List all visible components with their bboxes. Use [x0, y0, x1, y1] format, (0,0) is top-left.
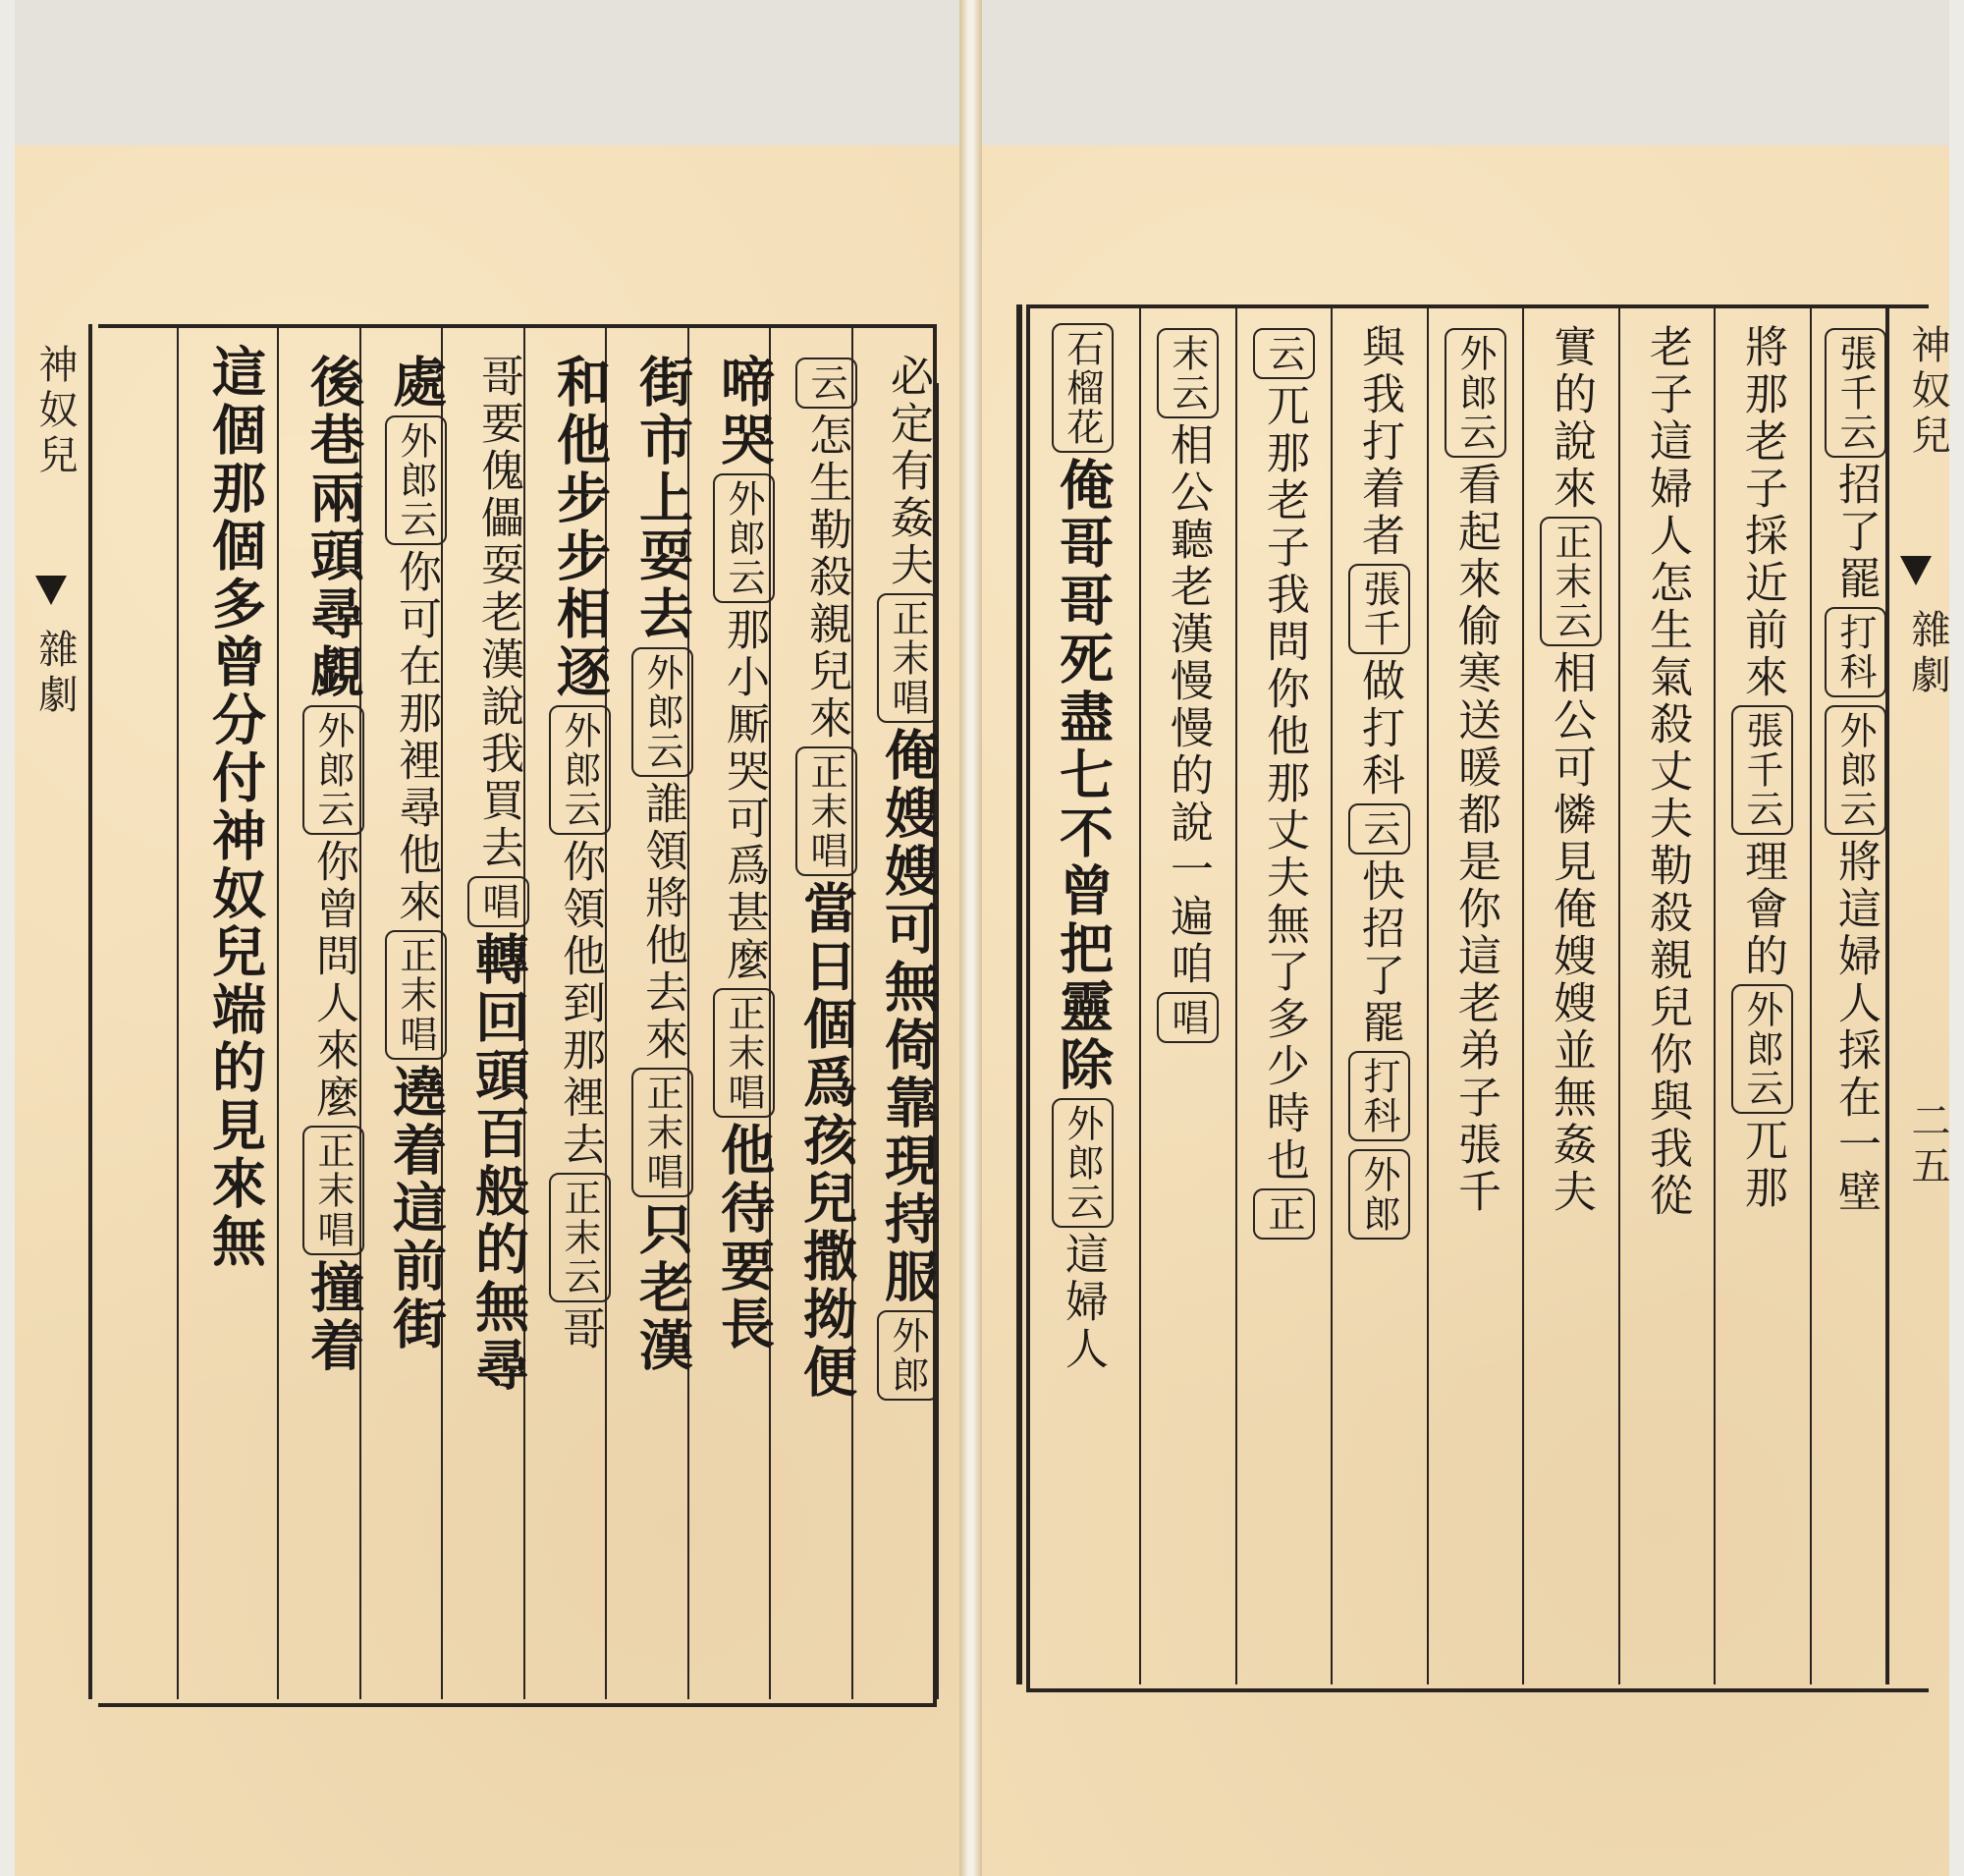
fishtail-mark-icon [35, 570, 67, 615]
stage-direction: 正末云 [549, 1173, 611, 1302]
col-seg-r4 [1546, 324, 1596, 1216]
right-col-3 [1635, 324, 1698, 1220]
dialogue-text: 招了罷 [1830, 462, 1881, 603]
stage-direction: 外郎云 [713, 473, 775, 603]
sung-lyric: 只老漢 [630, 1201, 694, 1375]
col-seg-l2 [794, 354, 858, 1402]
stage-direction: 外郎云 [1052, 1098, 1114, 1228]
stage-direction: 打科 [1348, 1051, 1410, 1141]
stage-direction: 外郎云 [385, 415, 447, 545]
right-page-column-rule [1331, 304, 1333, 1684]
sung-lyric: 當日個爲孩兒撒拗便 [794, 880, 858, 1402]
stage-direction: 外郎 [877, 1310, 939, 1401]
col-seg-r9 [1051, 319, 1115, 1373]
sung-lyric: 俺嫂嫂可無倚靠現持服 [876, 727, 940, 1306]
dialogue-text: 必定有姦夫 [883, 354, 933, 589]
stage-direction: 正末云 [1540, 517, 1602, 646]
left-col-6 [460, 354, 537, 1395]
sung-lyric: 轉回頭百般的無尋 [466, 931, 530, 1395]
stage-direction: 末云 [1157, 328, 1219, 418]
dialogue-text: 你可在那裡尋他來 [391, 549, 441, 926]
right-page-column-rule [1139, 304, 1141, 1684]
dialogue-text: 兀那 [1737, 1118, 1787, 1212]
margin-title-text: 神奴兒 [1905, 324, 1950, 460]
right-margin-category [1900, 609, 1956, 699]
dialogue-text: 這婦人 [1058, 1232, 1108, 1373]
right-col-1 [1824, 324, 1886, 1216]
dialogue-text: 理會的 [1737, 839, 1787, 980]
sung-lyric: 他待要長 [712, 1122, 776, 1353]
stage-direction: 外郎云 [1825, 705, 1886, 835]
dialogue-text: 快招了罷 [1354, 858, 1404, 1047]
col-seg-r5 [1450, 324, 1500, 1216]
left-page-column-rule [177, 324, 179, 1699]
col-seg-r7 [1259, 324, 1309, 1243]
sung-lyric: 遶着這前街 [384, 1064, 448, 1353]
right-col-9 [1044, 319, 1121, 1373]
dialogue-text: 你領他到那裡去 [555, 839, 605, 1169]
col-seg-l7 [384, 354, 448, 1353]
dialogue-text: 將這婦人採在一壁 [1830, 839, 1881, 1216]
top-page-edge-left [15, 0, 959, 145]
stage-direction: 張千云 [1731, 705, 1793, 835]
right-page-column-rule [1714, 304, 1716, 1684]
sung-lyric: 啼哭 [712, 354, 776, 469]
dialogue-text: 老子這婦人怎生氣殺丈夫勒殺親兒你與我從 [1642, 324, 1692, 1220]
right-page-column-rule [1618, 304, 1620, 1684]
dialogue-text: 做打科 [1354, 658, 1404, 800]
sung-lyric: 俺哥哥死盡七不曾把靈除 [1051, 457, 1115, 1094]
right-col-8 [1156, 324, 1219, 1047]
stage-direction: 唱 [1157, 992, 1219, 1043]
left-col-3 [705, 354, 783, 1353]
margin-category-text: 雜劇 [1905, 609, 1950, 699]
book-gutter [959, 0, 982, 1876]
right-col-6 [1347, 324, 1410, 1243]
stage-direction: 云 [1348, 803, 1410, 855]
left-col-2 [788, 354, 865, 1402]
right-page-column-rule [1235, 304, 1237, 1684]
col-seg-r8 [1163, 324, 1213, 1047]
stage-direction: 云 [795, 358, 857, 409]
top-page-edge-right [982, 0, 1949, 145]
sung-lyric: 街市上耍去 [630, 354, 694, 643]
sung-lyric: 後巷兩頭尋覷 [301, 354, 365, 701]
stage-direction: 外郎云 [631, 647, 693, 777]
stage-direction: 外郎 [1348, 1149, 1410, 1240]
fishtail-mark-icon [1900, 550, 1932, 595]
dialogue-text: 兀那老子我問你他那丈夫無了多少時也 [1259, 383, 1309, 1185]
col-seg-l6 [466, 354, 530, 1395]
stage-direction: 正末唱 [795, 746, 857, 876]
sung-lyric: 和他步步相逐 [548, 354, 612, 701]
left-col-8 [295, 354, 372, 1375]
stage-direction: 張千云 [1825, 328, 1886, 458]
left-col-1 [869, 354, 947, 1405]
dialogue-text: 看起來偷寒送暖都是你這老弟子張千 [1450, 462, 1500, 1216]
stage-direction: 外郎云 [549, 705, 611, 835]
dialogue-text: 相公可憐見俺嫂嫂並無姦夫 [1546, 650, 1596, 1216]
dialogue-text: 哥要傀儡耍老漢說我買去 [473, 354, 523, 872]
left-margin-title [27, 344, 83, 479]
right-col-7 [1252, 324, 1315, 1243]
left-col-5 [541, 354, 619, 1353]
col-seg-l1 [876, 354, 940, 1405]
dialogue-text: 怎生勒殺親兒來 [801, 413, 851, 743]
left-margin-category [27, 629, 83, 719]
right-page-column-rule [1522, 304, 1524, 1684]
left-col-7 [377, 354, 455, 1353]
dialogue-text: 與我打着者 [1354, 324, 1404, 560]
col-seg-r1 [1830, 324, 1881, 1216]
col-seg-r6 [1354, 324, 1404, 1243]
dialogue-text: 哥 [555, 1306, 605, 1353]
right-page-column-rule [1016, 304, 1022, 1684]
col-seg-l9 [203, 344, 267, 1271]
left-page-column-rule [88, 324, 92, 1699]
col-seg-r3 [1642, 324, 1692, 1220]
sung-lyric: 處 [384, 354, 448, 412]
stage-direction: 打科 [1825, 607, 1886, 697]
left-page-column-rule [277, 324, 279, 1699]
dialogue-text: 實的說來 [1546, 324, 1596, 513]
margin-category-text: 雜劇 [32, 629, 78, 719]
right-col-4 [1539, 324, 1602, 1216]
stage-direction: 正末唱 [631, 1068, 693, 1197]
stage-direction: 石榴花 [1052, 323, 1114, 453]
stage-direction: 外郎云 [1445, 328, 1506, 458]
right-page-column-rule [1427, 304, 1429, 1684]
col-seg-l5 [548, 354, 612, 1353]
dialogue-text: 誰領將他去來 [637, 781, 687, 1064]
dialogue-text: 將那老子採近前來 [1737, 324, 1787, 701]
dialogue-text: 你曾問人來麼 [308, 839, 358, 1122]
margin-title-text: 神奴兒 [32, 344, 78, 479]
right-page-column-rule [1810, 304, 1812, 1684]
stage-direction: 正末唱 [302, 1126, 364, 1255]
stage-direction: 正末唱 [877, 593, 939, 723]
stage-direction: 云 [1253, 328, 1315, 379]
stage-direction: 唱 [467, 876, 529, 927]
stage-direction: 外郎云 [1731, 984, 1793, 1114]
stage-direction: 張千 [1348, 564, 1410, 654]
right-margin-page-number [1900, 1100, 1956, 1190]
stage-direction: 外郎云 [302, 705, 364, 835]
sung-lyric: 這個那個多曾分付神奴兒端的見來無 [203, 344, 267, 1271]
right-margin-title [1900, 324, 1956, 460]
stage-direction: 正末唱 [385, 930, 447, 1060]
left-col-4 [624, 354, 701, 1375]
stage-direction: 正 [1253, 1188, 1315, 1240]
col-seg-l4 [630, 354, 694, 1375]
page-number: 二五 [1905, 1100, 1950, 1190]
stage-direction: 正末唱 [713, 988, 775, 1118]
sung-lyric: 撞着 [301, 1259, 365, 1375]
left-col-9 [196, 344, 274, 1271]
right-col-2 [1730, 324, 1793, 1212]
col-seg-l8 [301, 354, 365, 1375]
col-seg-r2 [1737, 324, 1787, 1212]
dialogue-text: 相公聽老漢慢慢的說一遍咱 [1163, 422, 1213, 988]
right-col-5 [1444, 324, 1506, 1216]
dialogue-text: 那小厮哭可爲甚麼 [719, 607, 769, 984]
col-seg-l3 [712, 354, 776, 1353]
